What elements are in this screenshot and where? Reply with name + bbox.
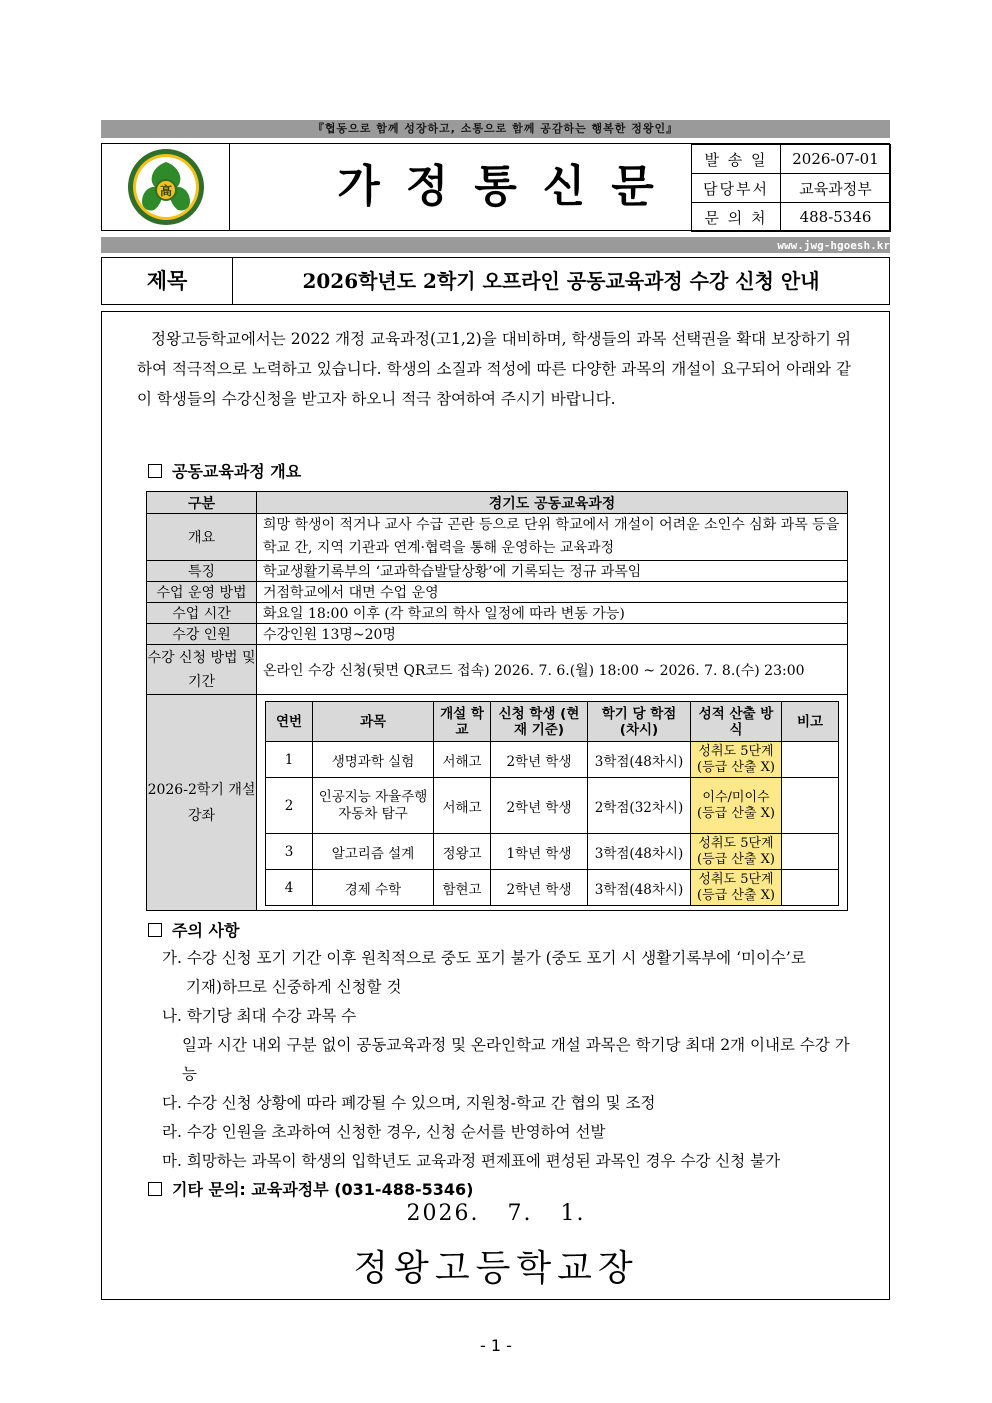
row-value: 거점학교에서 대면 수업 운영	[257, 582, 848, 603]
checkbox-square-icon	[148, 923, 162, 937]
overview-row	[147, 514, 848, 561]
course-note	[782, 834, 839, 870]
info-label: 발 송 일	[692, 145, 781, 174]
course-header: 연번	[266, 702, 313, 742]
course-credits: 3학점(48차시)	[588, 742, 691, 778]
note-item-cont: 일과 시간 내외 구분 없이 공동교육과정 및 온라인학교 개설 과목은 학기당 최대 2개 이내로 수강 가능	[182, 1036, 850, 1083]
course-header: 학기 당 학점 (차시)	[588, 702, 691, 742]
checkbox-square-icon	[148, 464, 162, 478]
row-value: 희망 학생이 적거나 교사 수급 곤란 등으로 단위 학교에서 개설이 어려운 소인수 심화 과목 등을 학교 간, 지역 기관과 연계·협력을 통해 운영하는 교육과정	[257, 514, 848, 561]
page-title: 가정통신문	[337, 161, 680, 212]
notes-heading	[148, 918, 856, 944]
notes-section	[146, 918, 856, 1204]
overview-heading-text: 공동교육과정 개요	[172, 462, 302, 481]
overview-heading	[148, 459, 301, 482]
col-label-header: 구분	[147, 492, 257, 514]
logo-char: 高	[159, 184, 173, 198]
course-row	[266, 834, 839, 870]
course-subject: 알고리즘 설계	[313, 834, 434, 870]
notes-heading-text: 주의 사항	[172, 921, 240, 940]
course-no: 4	[266, 870, 313, 906]
overview-row	[147, 582, 848, 603]
overview-row	[147, 603, 848, 624]
courses-table	[265, 701, 839, 906]
issue-date	[0, 1201, 992, 1226]
date-day: 1.	[560, 1201, 586, 1226]
row-label: 수강 인원	[147, 624, 257, 645]
course-credits: 2학점(32차시)	[588, 778, 691, 834]
course-school: 정왕고	[434, 834, 491, 870]
course-header: 개설 학교	[434, 702, 491, 742]
info-value: 2026-07-01	[781, 145, 891, 174]
row-value: 학교생활기록부의 ‘교과학습발달상황’에 기록되는 정규 과목임	[257, 561, 848, 582]
info-table	[691, 144, 891, 232]
course-students: 2학년 학생	[491, 778, 588, 834]
course-row	[266, 742, 839, 778]
info-value: 교육과정부	[781, 174, 891, 203]
info-row	[692, 203, 891, 232]
slogan-bar: 『협동으로 함께 성장하고, 소통으로 함께 공감하는 행복한 정왕인』	[101, 120, 890, 138]
note-item: 가. 수강 신청 포기 기간 이후 원칙적으로 중도 포기 불가 (중도 포기 시 생활기록부에 ‘미이수’로	[162, 949, 806, 967]
note-item: 다. 수강 신청 상황에 따라 폐강될 수 있으며, 지원청-학교 간 협의 및 조정	[162, 1094, 656, 1112]
course-subject: 생명과학 실험	[313, 742, 434, 778]
checkbox-square-icon	[148, 1182, 162, 1196]
row-label: 개요	[147, 514, 257, 561]
row-value: 수강인원 13명~20명	[257, 624, 848, 645]
info-label: 담당부서	[692, 174, 781, 203]
row-label: 특징	[147, 561, 257, 582]
info-label: 문 의 처	[692, 203, 781, 232]
course-header: 비고	[782, 702, 839, 742]
row-value: 화요일 18:00 이후 (각 학교의 학사 일정에 따라 변동 가능)	[257, 603, 848, 624]
course-no: 2	[266, 778, 313, 834]
row-label: 수강 신청 방법 및 기간	[147, 645, 257, 695]
course-students: 2학년 학생	[491, 870, 588, 906]
course-grading: 성취도 5단계 (등급 산출 X)	[691, 742, 782, 778]
date-year: 2026.	[406, 1201, 480, 1226]
course-note	[782, 870, 839, 906]
signer-name: 정왕고등학교장	[353, 1248, 639, 1289]
col-value-header: 경기도 공동교육과정	[257, 492, 848, 514]
courses-header-row	[266, 702, 839, 742]
subject-title: 2026학년도 2학기 오프라인 공동교육과정 수강 신청 안내	[302, 269, 820, 293]
school-emblem-icon	[102, 144, 230, 230]
row-value: 온라인 수강 신청(뒷면 QR코드 접속) 2026. 7. 6.(월) 18:00 ~ 2026. 7. 8.(수) 23:00	[257, 645, 848, 695]
overview-row	[147, 624, 848, 645]
course-grading: 성취도 5단계 (등급 산출 X)	[691, 834, 782, 870]
row-label: 수업 운영 방법	[147, 582, 257, 603]
course-note	[782, 742, 839, 778]
courses-label: 2026-2학기 개설 강좌	[147, 695, 257, 911]
course-school: 함현고	[434, 870, 491, 906]
row-label: 수업 시간	[147, 603, 257, 624]
intro-paragraph: 정왕고등학교에서는 2022 개정 교육과정(고1,2)을 대비하며, 학생들의 과목 선택권을 확대 보장하기 위하여 적극적으로 노력하고 있습니다. 학생의 소질과 적성에 따른 다양한 과목의 개설이 요구되어 아래와 같이 학생들의 수강신청을 받고자 하오니 적극 참여하여 주시기 바랍니다.	[137, 330, 851, 408]
info-value: 488-5346	[781, 203, 891, 232]
overview-row	[147, 645, 848, 695]
date-month: 7.	[507, 1201, 533, 1226]
page-number: - 1 -	[480, 1336, 512, 1355]
note-item: 마. 희망하는 과목이 학생의 입학년도 교육과정 편제표에 편성된 과목인 경우 수강 신청 불가	[162, 1152, 781, 1170]
info-row	[692, 174, 891, 203]
contact-text: 기타 문의: 교육과정부 (031-488-5346)	[172, 1180, 474, 1199]
note-item-cont: 기재)하므로 신중하게 신청할 것	[186, 978, 402, 996]
logo-cell	[102, 144, 230, 230]
course-subject: 경제 수학	[313, 870, 434, 906]
course-no: 3	[266, 834, 313, 870]
course-no: 1	[266, 742, 313, 778]
course-header: 과목	[313, 702, 434, 742]
courses-cell	[257, 695, 848, 911]
course-credits: 3학점(48차시)	[588, 870, 691, 906]
note-item: 라. 수강 인원을 초과하여 신청한 경우, 신청 순서를 반영하여 선발	[162, 1123, 606, 1141]
subject-label: 제목	[102, 258, 233, 304]
course-school: 서해고	[434, 778, 491, 834]
contact-line	[148, 1176, 856, 1204]
info-row	[692, 145, 891, 174]
course-note	[782, 778, 839, 834]
course-students: 2학년 학생	[491, 742, 588, 778]
course-school: 서해고	[434, 742, 491, 778]
course-row	[266, 778, 839, 834]
overview-row	[147, 561, 848, 582]
newsletter-header	[101, 143, 890, 231]
course-credits: 3학점(48차시)	[588, 834, 691, 870]
website-link[interactable]: www.jwg-hgoesh.kr	[777, 239, 890, 252]
course-header: 신청 학생 (현재 기준)	[491, 702, 588, 742]
course-header: 성적 산출 방식	[691, 702, 782, 742]
note-item: 나. 학기당 최대 수강 과목 수	[162, 1007, 357, 1025]
course-students: 1학년 학생	[491, 834, 588, 870]
course-subject: 인공지능 자율주행자동차 탐구	[313, 778, 434, 834]
course-grading: 성취도 5단계 (등급 산출 X)	[691, 870, 782, 906]
overview-courses-row	[147, 695, 848, 911]
course-grading: 이수/미이수 (등급 산출 X)	[691, 778, 782, 834]
overview-header-row	[147, 492, 848, 514]
subject-row	[101, 257, 890, 305]
course-row	[266, 870, 839, 906]
overview-table	[146, 491, 848, 911]
